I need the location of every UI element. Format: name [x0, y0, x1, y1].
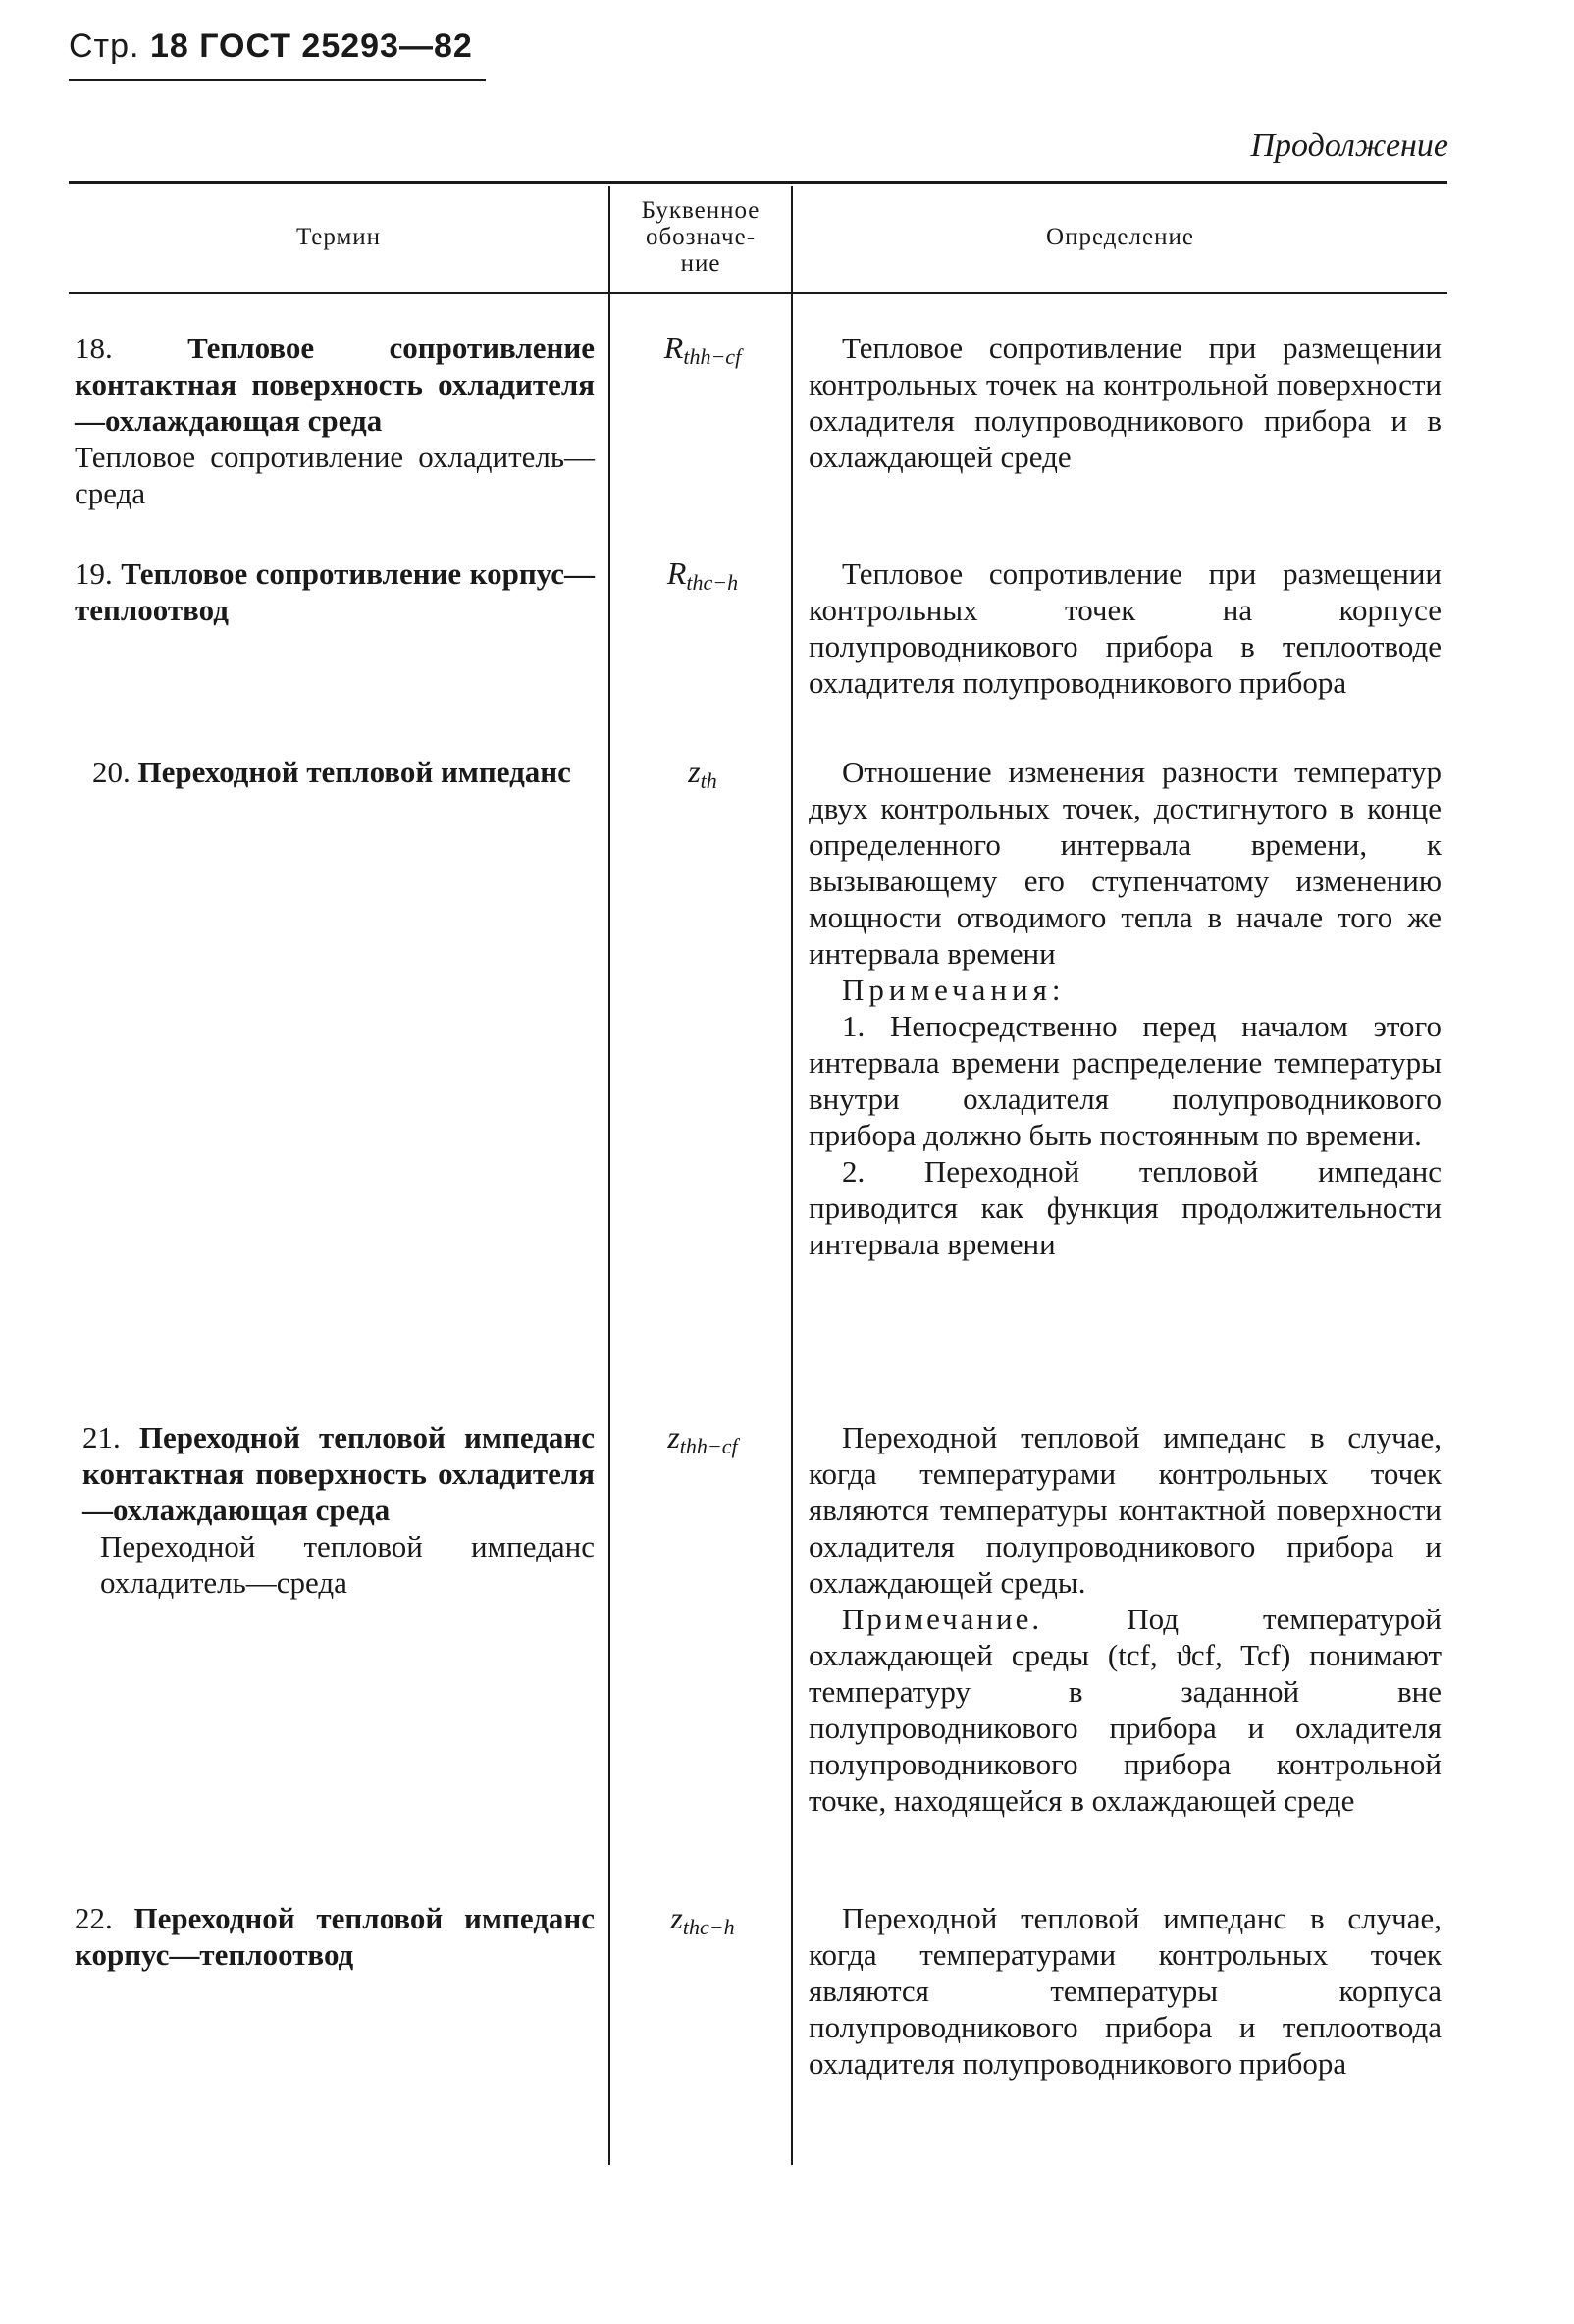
term-21-synonym: Переходной тепловой импеданс охладитель—среда	[100, 1529, 595, 1600]
column-header-definition: Определение	[1046, 223, 1194, 250]
term-22	[75, 1900, 595, 1973]
continuation-label: Продолжение	[1250, 128, 1448, 164]
symbol-sub: thc−h	[682, 1915, 735, 1939]
definition-text: Переходной тепловой импеданс в случае, когда температурами контрольных точек являются температуры корпуса полупроводникового прибора и теплоотвода охладителя полупроводникового прибора	[809, 1901, 1442, 2081]
symbol-sub: thh−cf	[679, 1434, 738, 1458]
symbol-sub: thc−h	[686, 570, 739, 595]
term-21-bold	[82, 1419, 595, 1528]
definition-21	[809, 1419, 1442, 1819]
table-header-rule	[69, 292, 1447, 294]
term-text: Переходной тепловой импеданс	[137, 755, 571, 789]
term-text: Переходной тепловой импеданс контактная поверхность охладителя—охлаждающая среда	[82, 1420, 595, 1527]
term-18	[75, 330, 595, 511]
term-19	[75, 555, 595, 628]
term-text: Переходной тепловой импеданс корпус—теплоотвод	[75, 1901, 596, 1972]
term-number: 20.	[92, 755, 131, 789]
page-number: 18	[149, 27, 189, 65]
note-paragraph	[809, 1601, 1442, 1819]
term-18-bold	[75, 330, 595, 439]
term-22-bold	[75, 1900, 595, 1973]
term-number: 21.	[82, 1420, 121, 1454]
definition-text: Переходной тепловой импеданс в случае, когда температурами контрольных точек являются температуры контактной поверхности охладителя полупроводникового прибора и охлаждающей среды.	[809, 1420, 1442, 1600]
symbol-main: R	[663, 330, 684, 365]
symbol-main: z	[688, 754, 701, 789]
term-number: 22.	[75, 1901, 113, 1935]
symbol-header-line3: ние	[680, 249, 721, 277]
definition-text: Тепловое сопротивление при размещении контрольных точек на корпусе полупроводникового прибора в теплоотводе охладителя полупроводникового прибора	[809, 556, 1442, 700]
note-item-1: 1. Непосредственно перед началом этого интервала времени распределение температуры внутри охладителя полупроводникового прибора должно быть постоянным по времени.	[809, 1009, 1442, 1152]
definition-text: Отношение изменения разности температур двух контрольных точек, достигнутого в конце определенного интервала времени, к вызывающему его ступенчатому изменению мощности отводимого тепла в начале того же интервала времени	[809, 755, 1442, 971]
column-divider-1	[608, 186, 610, 2165]
symbol-21	[614, 1419, 791, 1464]
symbol-main: z	[667, 1419, 680, 1454]
column-header-symbol	[610, 181, 791, 292]
symbol-header-line1: Буквенное	[641, 196, 761, 224]
term-text: Тепловое сопротивление контактная поверхность охладителя—охлаждающая среда	[75, 331, 595, 438]
term-20	[92, 754, 595, 790]
note-text: Под температурой охлаждающей среды (tcf, ϑcf, Tcf) понимают температуру в заданной вне полупроводникового прибора и охладителя полупроводникового прибора контрольной точке, находящейся в охлаждающей среде	[809, 1602, 1442, 1818]
notes-title: Примечания:	[842, 973, 1066, 1007]
page-prefix: Стр.	[69, 27, 140, 65]
term-number: 18.	[75, 331, 113, 365]
term-18-synonym: Тепловое сопротивление охладитель—среда	[75, 440, 595, 510]
note-item-2: 2. Переходной тепловой импеданс приводится как функция продолжительности интервала времени	[809, 1154, 1442, 1261]
symbol-main: R	[666, 555, 687, 591]
definition-19	[809, 555, 1442, 701]
header-rule	[69, 79, 486, 81]
symbol-main: z	[670, 1900, 683, 1935]
symbol-18	[614, 330, 791, 375]
symbol-19	[614, 555, 791, 601]
standard-code: ГОСТ 25293—82	[199, 27, 473, 65]
definition-text: Тепловое сопротивление при размещении контрольных точек на контрольной поверхности охладителя полупроводникового прибора и в охлаждающей среде	[809, 331, 1442, 474]
definition-22	[809, 1900, 1442, 2082]
column-divider-2	[791, 186, 793, 2165]
page-header	[69, 27, 473, 66]
definition-20	[809, 754, 1442, 1262]
symbol-sub: thh−cf	[683, 344, 742, 369]
definition-18	[809, 330, 1442, 475]
term-text: Тепловое сопротивление корпус—теплоотвод	[75, 556, 595, 627]
term-19-bold	[75, 555, 595, 628]
term-20-bold	[92, 754, 595, 790]
symbol-20	[614, 754, 791, 799]
note-label: Примечание.	[842, 1602, 1043, 1636]
column-header-term: Термин	[295, 223, 382, 250]
term-number: 19.	[75, 556, 113, 591]
symbol-header-line2: обозначе-	[645, 223, 757, 250]
term-21	[82, 1419, 595, 1601]
terms-table	[69, 181, 1447, 2173]
symbol-sub: th	[700, 768, 717, 793]
symbol-22	[614, 1900, 791, 1945]
